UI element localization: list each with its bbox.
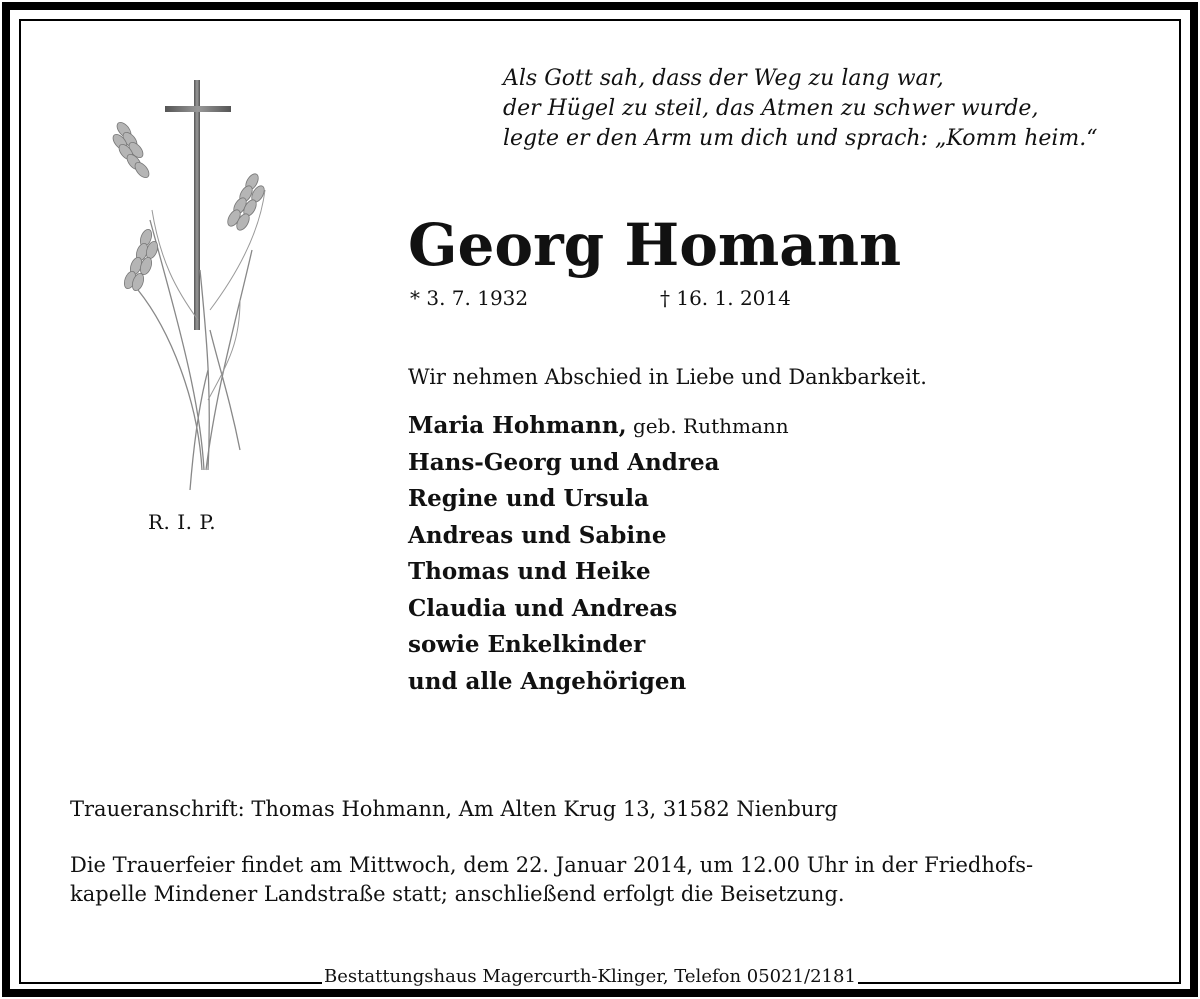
mourner-name: Hans-Georg und Andrea — [408, 448, 720, 476]
funeral-home-footer: Bestattungshaus Magercurth-Klinger, Telefon 05021/2181 — [324, 966, 856, 987]
list-item — [408, 664, 789, 701]
list-item — [408, 445, 789, 482]
mourner-name: Maria Hohmann, — [408, 412, 627, 439]
ceremony-line: kapelle Mindener Landstraße statt; anschließend erfolgt die Beisetzung. — [70, 882, 845, 906]
list-item — [408, 518, 789, 555]
deceased-name: Georg Homann — [408, 211, 902, 279]
list-item — [408, 591, 789, 628]
mourners-list — [408, 408, 789, 700]
poem-line: Als Gott sah, dass der Weg zu lang war, — [503, 66, 944, 91]
ceremony-line: Die Trauerfeier findet am Mittwoch, dem 22. Januar 2014, um 12.00 Uhr in der Friedhofs- — [70, 853, 1034, 877]
mourner-name: Thomas und Heike — [408, 558, 651, 585]
list-item — [408, 627, 789, 664]
mourner-note: geb. Ruthmann — [626, 414, 789, 438]
poem — [503, 64, 1098, 154]
mourner-name: und alle Angehörigen — [408, 667, 687, 695]
ceremony-notice — [70, 851, 1033, 909]
birth-date: * 3. 7. 1932 — [410, 286, 529, 310]
mourner-name: sowie Enkelkinder — [408, 631, 646, 658]
list-item — [408, 481, 789, 518]
poem-line: der Hügel zu steil, das Atmen zu schwer wurde, — [503, 96, 1039, 121]
mourner-name: Regine und Ursula — [408, 485, 649, 512]
list-item — [408, 408, 789, 445]
death-date: † 16. 1. 2014 — [660, 286, 791, 310]
cross-with-wheat-icon — [90, 70, 290, 510]
mourner-name: Andreas und Sabine — [408, 521, 667, 549]
mourning-address: Traueranschrift: Thomas Hohmann, Am Alten Krug 13, 31582 Nienburg — [70, 797, 838, 821]
list-item — [408, 554, 789, 591]
farewell-line: Wir nehmen Abschied in Liebe und Dankbarkeit. — [408, 365, 927, 389]
mourner-name: Claudia und Andreas — [408, 594, 678, 622]
rip-label: R. I. P. — [148, 510, 217, 534]
poem-line: legte er den Arm um dich und sprach: „Komm heim.“ — [503, 126, 1098, 151]
